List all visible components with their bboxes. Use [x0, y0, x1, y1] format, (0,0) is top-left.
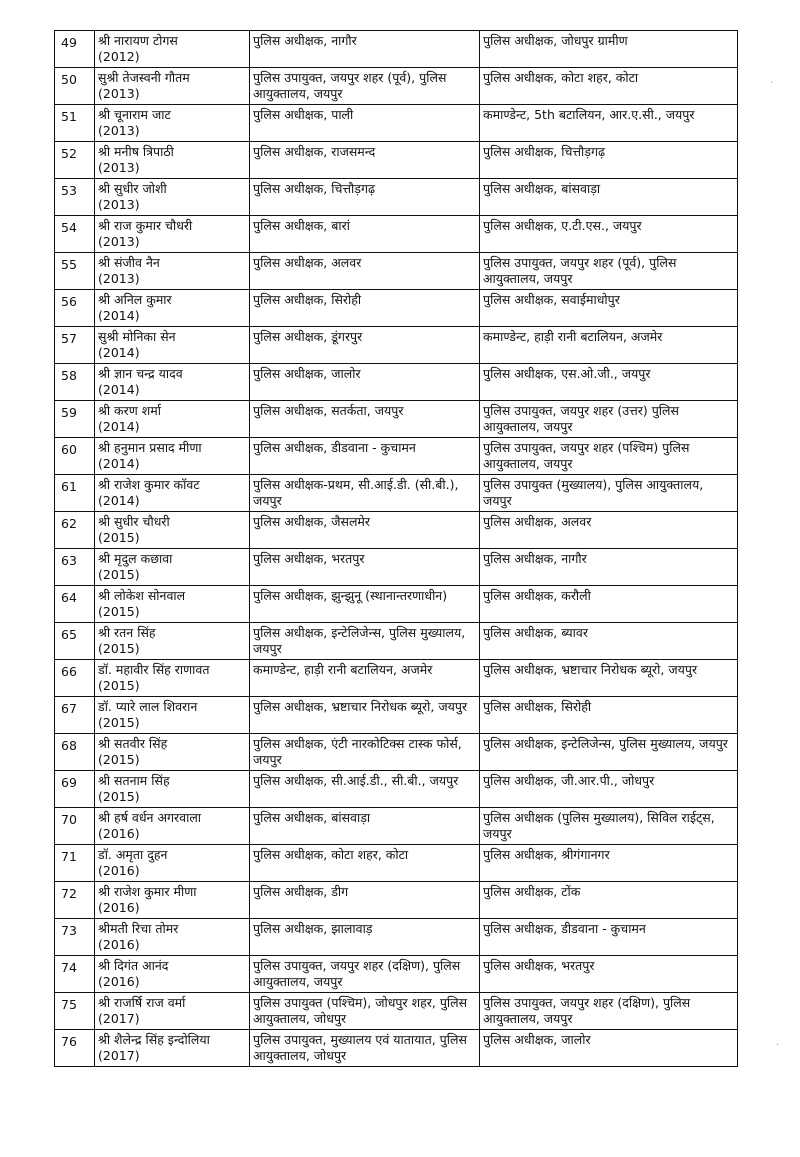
officer-batch: (2015)	[98, 567, 140, 582]
officer-cell	[95, 956, 250, 993]
current-posting: पुलिस उपायुक्त, मुख्यालय एवं यातायात, पुलिस आयुक्तालय, जोधपुर	[250, 1030, 480, 1067]
officer-batch: (2013)	[98, 271, 140, 286]
new-posting: पुलिस अधीक्षक, बांसवाड़ा	[480, 179, 738, 216]
officer-cell	[95, 660, 250, 697]
serial-number: 52	[55, 142, 95, 179]
officer-cell	[95, 253, 250, 290]
table-row	[55, 882, 738, 919]
officer-cell	[95, 364, 250, 401]
table-row	[55, 808, 738, 845]
officer-name: श्री राजर्षि राज वर्मा	[98, 995, 186, 1010]
officer-name: श्री हर्ष वर्धन अगरवाला	[98, 810, 202, 825]
current-posting: पुलिस अधीक्षक, डूंगरपुर	[250, 327, 480, 364]
officer-cell	[95, 512, 250, 549]
current-posting: पुलिस अधीक्षक, चित्तौड़गढ़	[250, 179, 480, 216]
serial-number: 64	[55, 586, 95, 623]
officer-name: श्री सुधीर जोशी	[98, 181, 167, 196]
new-posting: पुलिस अधीक्षक, एस.ओ.जी., जयपुर	[480, 364, 738, 401]
officer-batch: (2016)	[98, 974, 140, 989]
new-posting: पुलिस अधीक्षक, अलवर	[480, 512, 738, 549]
officer-name: सुश्री तेजस्वनी गौतम	[98, 70, 190, 85]
officer-batch: (2015)	[98, 715, 140, 730]
officer-cell	[95, 586, 250, 623]
table-row	[55, 105, 738, 142]
officer-name: श्री मृदुल कछावा	[98, 551, 173, 566]
table-row	[55, 31, 738, 68]
officer-batch: (2015)	[98, 789, 140, 804]
serial-number: 71	[55, 845, 95, 882]
officer-batch: (2013)	[98, 234, 140, 249]
current-posting: पुलिस अधीक्षक, नागौर	[250, 31, 480, 68]
table-row	[55, 771, 738, 808]
officer-cell	[95, 105, 250, 142]
current-posting: पुलिस उपायुक्त, जयपुर शहर (दक्षिण), पुलिस आयुक्तालय, जयपुर	[250, 956, 480, 993]
officer-cell	[95, 438, 250, 475]
officer-batch: (2014)	[98, 345, 140, 360]
officer-batch: (2014)	[98, 308, 140, 323]
officer-cell	[95, 549, 250, 586]
officer-name: श्री नारायण टोगस	[98, 33, 178, 48]
officer-name: श्री हनुमान प्रसाद मीणा	[98, 440, 202, 455]
officer-cell	[95, 327, 250, 364]
table-row	[55, 475, 738, 512]
serial-number: 55	[55, 253, 95, 290]
current-posting: पुलिस अधीक्षक, एंटी नारकोटिक्स टास्क फोर्स, जयपुर	[250, 734, 480, 771]
officer-name: श्री अनिल कुमार	[98, 292, 172, 307]
officer-batch: (2015)	[98, 530, 140, 545]
new-posting: पुलिस अधीक्षक, जोधपुर ग्रामीण	[480, 31, 738, 68]
current-posting: पुलिस अधीक्षक, बांसवाड़ा	[250, 808, 480, 845]
serial-number: 68	[55, 734, 95, 771]
table-row	[55, 697, 738, 734]
new-posting: पुलिस अधीक्षक, ब्यावर	[480, 623, 738, 660]
officer-name: श्री चूनाराम जाट	[98, 107, 171, 122]
serial-number: 54	[55, 216, 95, 253]
serial-number: 76	[55, 1030, 95, 1067]
table-row	[55, 1030, 738, 1067]
current-posting: पुलिस उपायुक्त, जयपुर शहर (पूर्व), पुलिस आयुक्तालय, जयपुर	[250, 68, 480, 105]
officer-batch: (2014)	[98, 493, 140, 508]
serial-number: 61	[55, 475, 95, 512]
margin-mark: ·	[776, 1040, 780, 1051]
officer-name: श्री दिगंत आनंद	[98, 958, 169, 973]
officer-batch: (2016)	[98, 863, 140, 878]
officer-name: श्री राजेश कुमार मीणा	[98, 884, 197, 899]
current-posting: पुलिस अधीक्षक, झुन्झुनू (स्थानान्तरणाधीन)	[250, 586, 480, 623]
table-row	[55, 216, 738, 253]
new-posting: पुलिस अधीक्षक, श्रीगंगानगर	[480, 845, 738, 882]
serial-number: 66	[55, 660, 95, 697]
serial-number: 58	[55, 364, 95, 401]
table-row	[55, 401, 738, 438]
officer-batch: (2014)	[98, 456, 140, 471]
current-posting: कमाण्डेन्ट, हाड़ी रानी बटालियन, अजमेर	[250, 660, 480, 697]
serial-number: 67	[55, 697, 95, 734]
table-row	[55, 327, 738, 364]
officer-name: श्री शैलेन्द्र सिंह इन्दोलिया	[98, 1032, 210, 1047]
new-posting: पुलिस उपायुक्त, जयपुर शहर (पश्चिम) पुलिस आयुक्तालय, जयपुर	[480, 438, 738, 475]
current-posting: पुलिस अधीक्षक, सी.आई.डी., सी.बी., जयपुर	[250, 771, 480, 808]
serial-number: 63	[55, 549, 95, 586]
margin-mark: ·	[770, 78, 774, 89]
officer-cell	[95, 179, 250, 216]
officer-name: श्री मनीष त्रिपाठी	[98, 144, 174, 159]
current-posting: पुलिस अधीक्षक, पाली	[250, 105, 480, 142]
officer-batch: (2012)	[98, 49, 140, 64]
officer-name: श्री लोकेश सोनवाल	[98, 588, 186, 603]
serial-number: 51	[55, 105, 95, 142]
new-posting: पुलिस उपायुक्त, जयपुर शहर (पूर्व), पुलिस आयुक्तालय, जयपुर	[480, 253, 738, 290]
current-posting: पुलिस अधीक्षक, डीग	[250, 882, 480, 919]
current-posting: पुलिस अधीक्षक, जालोर	[250, 364, 480, 401]
officer-batch: (2015)	[98, 752, 140, 767]
current-posting: पुलिस अधीक्षक-प्रथम, सी.आई.डी. (सी.बी.), जयपुर	[250, 475, 480, 512]
officer-cell	[95, 68, 250, 105]
table-row	[55, 623, 738, 660]
officer-batch: (2017)	[98, 1048, 140, 1063]
officer-cell	[95, 475, 250, 512]
officer-name: सुश्री मोनिका सेन	[98, 329, 176, 344]
current-posting: पुलिस अधीक्षक, सिरोही	[250, 290, 480, 327]
officer-cell	[95, 142, 250, 179]
serial-number: 70	[55, 808, 95, 845]
table-row	[55, 660, 738, 697]
table-row	[55, 290, 738, 327]
officer-cell	[95, 697, 250, 734]
new-posting: पुलिस अधीक्षक, करौली	[480, 586, 738, 623]
officer-cell	[95, 401, 250, 438]
officer-name: श्री राजेश कुमार कॉवट	[98, 477, 200, 492]
new-posting: पुलिस अधीक्षक, कोटा शहर, कोटा	[480, 68, 738, 105]
serial-number: 75	[55, 993, 95, 1030]
officer-name: डॉ. प्यारे लाल शिवरान	[98, 699, 198, 714]
new-posting: पुलिस अधीक्षक, सिरोही	[480, 697, 738, 734]
new-posting: पुलिस अधीक्षक, भरतपुर	[480, 956, 738, 993]
officer-name: श्री रतन सिंह	[98, 625, 156, 640]
officer-batch: (2015)	[98, 641, 140, 656]
transfer-table	[54, 30, 738, 1067]
serial-number: 72	[55, 882, 95, 919]
serial-number: 65	[55, 623, 95, 660]
current-posting: पुलिस अधीक्षक, भरतपुर	[250, 549, 480, 586]
current-posting: पुलिस अधीक्षक, सतर्कता, जयपुर	[250, 401, 480, 438]
new-posting: पुलिस उपायुक्त, जयपुर शहर (उत्तर) पुलिस आयुक्तालय, जयपुर	[480, 401, 738, 438]
current-posting: पुलिस अधीक्षक, जैसलमेर	[250, 512, 480, 549]
table-row	[55, 919, 738, 956]
current-posting: पुलिस अधीक्षक, बारां	[250, 216, 480, 253]
current-posting: पुलिस अधीक्षक, कोटा शहर, कोटा	[250, 845, 480, 882]
serial-number: 56	[55, 290, 95, 327]
new-posting: पुलिस अधीक्षक, जालोर	[480, 1030, 738, 1067]
table-row	[55, 253, 738, 290]
table-row	[55, 845, 738, 882]
table-row	[55, 549, 738, 586]
officer-batch: (2016)	[98, 937, 140, 952]
officer-name: डॉ. अमृता दुहन	[98, 847, 168, 862]
current-posting: पुलिस अधीक्षक, इन्टेलिजेन्स, पुलिस मुख्यालय, जयपुर	[250, 623, 480, 660]
officer-name: श्री सुधीर चौधरी	[98, 514, 170, 529]
new-posting: पुलिस अधीक्षक, सवाईमाधोपुर	[480, 290, 738, 327]
officer-batch: (2016)	[98, 900, 140, 915]
new-posting: पुलिस अधीक्षक, ए.टी.एस., जयपुर	[480, 216, 738, 253]
table-row	[55, 364, 738, 401]
new-posting: पुलिस उपायुक्त, जयपुर शहर (दक्षिण), पुलिस आयुक्तालय, जयपुर	[480, 993, 738, 1030]
officer-cell	[95, 845, 250, 882]
officer-name: श्री संजीव नैन	[98, 255, 160, 270]
officer-batch: (2014)	[98, 382, 140, 397]
current-posting: पुलिस उपायुक्त (पश्चिम), जोधपुर शहर, पुलिस आयुक्तालय, जोधपुर	[250, 993, 480, 1030]
table-row	[55, 993, 738, 1030]
table-row	[55, 586, 738, 623]
officer-cell	[95, 993, 250, 1030]
new-posting: पुलिस अधीक्षक (पुलिस मुख्यालय), सिविल राईट्स, जयपुर	[480, 808, 738, 845]
officer-name: श्री करण शर्मा	[98, 403, 161, 418]
new-posting: पुलिस अधीक्षक, भ्रष्टाचार निरोधक ब्यूरो, जयपुर	[480, 660, 738, 697]
table-row	[55, 512, 738, 549]
serial-number: 62	[55, 512, 95, 549]
new-posting: पुलिस उपायुक्त (मुख्यालय), पुलिस आयुक्तालय, जयपुर	[480, 475, 738, 512]
serial-number: 59	[55, 401, 95, 438]
table-row	[55, 956, 738, 993]
new-posting: पुलिस अधीक्षक, जी.आर.पी., जोधपुर	[480, 771, 738, 808]
new-posting: कमाण्डेन्ट, 5th बटालियन, आर.ए.सी., जयपुर	[480, 105, 738, 142]
current-posting: पुलिस अधीक्षक, झालावाड़	[250, 919, 480, 956]
table-row	[55, 179, 738, 216]
officer-name: श्रीमती रिचा तोमर	[98, 921, 179, 936]
officer-cell	[95, 882, 250, 919]
officer-batch: (2013)	[98, 160, 140, 175]
officer-name: श्री सतवीर सिंह	[98, 736, 168, 751]
officer-batch: (2016)	[98, 826, 140, 841]
table-body	[55, 31, 738, 1067]
officer-name: श्री ज्ञान चन्द्र यादव	[98, 366, 183, 381]
new-posting: पुलिस अधीक्षक, नागौर	[480, 549, 738, 586]
officer-batch: (2014)	[98, 419, 140, 434]
officer-batch: (2013)	[98, 86, 140, 101]
table-row	[55, 438, 738, 475]
officer-batch: (2017)	[98, 1011, 140, 1026]
officer-name: श्री राज कुमार चौधरी	[98, 218, 193, 233]
table-row	[55, 142, 738, 179]
officer-name: डॉ. महावीर सिंह राणावत	[98, 662, 210, 677]
officer-cell	[95, 216, 250, 253]
new-posting: कमाण्डेन्ट, हाड़ी रानी बटालियन, अजमेर	[480, 327, 738, 364]
officer-cell	[95, 919, 250, 956]
serial-number: 50	[55, 68, 95, 105]
current-posting: पुलिस अधीक्षक, भ्रष्टाचार निरोधक ब्यूरो, जयपुर	[250, 697, 480, 734]
officer-cell	[95, 1030, 250, 1067]
table-row	[55, 734, 738, 771]
serial-number: 49	[55, 31, 95, 68]
officer-batch: (2015)	[98, 678, 140, 693]
officer-cell	[95, 734, 250, 771]
officer-batch: (2015)	[98, 604, 140, 619]
new-posting: पुलिस अधीक्षक, चित्तौड़गढ़	[480, 142, 738, 179]
officer-cell	[95, 623, 250, 660]
officer-cell	[95, 31, 250, 68]
officer-batch: (2013)	[98, 123, 140, 138]
current-posting: पुलिस अधीक्षक, डीडवाना - कुचामन	[250, 438, 480, 475]
new-posting: पुलिस अधीक्षक, इन्टेलिजेन्स, पुलिस मुख्यालय, जयपुर	[480, 734, 738, 771]
serial-number: 57	[55, 327, 95, 364]
current-posting: पुलिस अधीक्षक, राजसमन्द	[250, 142, 480, 179]
serial-number: 60	[55, 438, 95, 475]
officer-cell	[95, 808, 250, 845]
new-posting: पुलिस अधीक्षक, टोंक	[480, 882, 738, 919]
officer-cell	[95, 290, 250, 327]
current-posting: पुलिस अधीक्षक, अलवर	[250, 253, 480, 290]
officer-name: श्री सतनाम सिंह	[98, 773, 170, 788]
serial-number: 74	[55, 956, 95, 993]
new-posting: पुलिस अधीक्षक, डीडवाना - कुचामन	[480, 919, 738, 956]
officer-cell	[95, 771, 250, 808]
serial-number: 69	[55, 771, 95, 808]
officer-batch: (2013)	[98, 197, 140, 212]
serial-number: 73	[55, 919, 95, 956]
serial-number: 53	[55, 179, 95, 216]
table-row	[55, 68, 738, 105]
